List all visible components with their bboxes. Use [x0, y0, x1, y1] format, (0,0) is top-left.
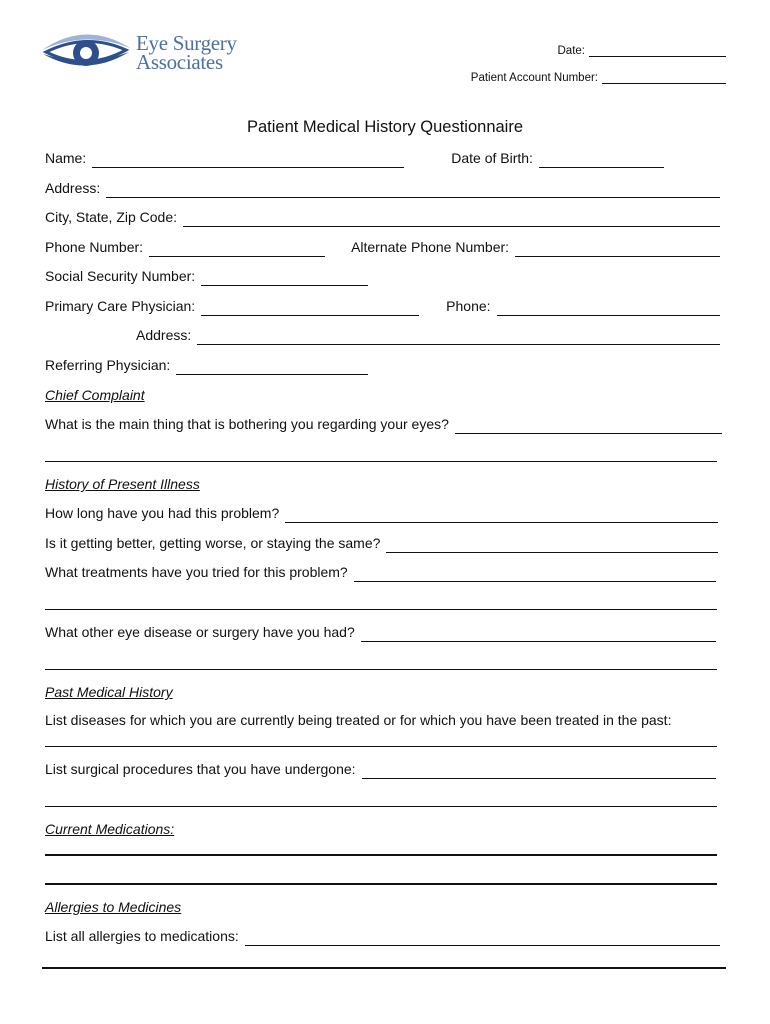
pcp-blank[interactable] — [201, 301, 419, 316]
treatments-extra-line[interactable] — [45, 609, 717, 610]
diseases-row — [45, 710, 760, 730]
address-row — [45, 178, 720, 198]
ssn-label: Social Security Number: — [45, 268, 196, 284]
phone-row — [45, 237, 720, 257]
dob-label: Date of Birth: — [451, 150, 533, 166]
name-blank[interactable] — [92, 153, 404, 168]
address-label: Address: — [45, 180, 101, 196]
allergies-heading: Allergies to Medicines — [45, 899, 182, 915]
main-thing-label: What is the main thing that is bothering you regarding your eyes? — [45, 416, 449, 432]
how-long-label: How long have you had this problem? — [45, 505, 280, 521]
pcp-phone-blank[interactable] — [497, 301, 720, 316]
dob-blank[interactable] — [539, 153, 664, 168]
surgical-row — [45, 759, 716, 779]
date-label: Date: — [557, 45, 585, 57]
ssn-blank[interactable] — [201, 271, 368, 286]
referring-row — [45, 355, 720, 375]
main-thing-blank[interactable] — [455, 419, 722, 434]
other-disease-extra-line[interactable] — [45, 669, 717, 670]
pcp-address-row — [136, 325, 720, 345]
phone-blank[interactable] — [149, 242, 325, 257]
city-row — [45, 207, 720, 227]
phone-label: Phone Number: — [45, 239, 144, 255]
logo-line-1: Eye Surgery — [136, 31, 237, 55]
other-disease-blank[interactable] — [361, 627, 716, 642]
allergies-blank[interactable] — [245, 931, 720, 946]
better-worse-blank[interactable] — [386, 538, 718, 553]
main-thing-row — [45, 414, 722, 434]
chief-complaint-heading: Chief Complaint — [45, 387, 145, 403]
allergies-label: List all allergies to medications: — [45, 928, 239, 944]
referring-label: Referring Physician: — [45, 357, 171, 373]
logo-text — [136, 31, 237, 74]
diseases-line-1[interactable] — [45, 746, 717, 747]
name-label: Name: — [45, 150, 87, 166]
date-field[interactable] — [558, 44, 727, 57]
treatments-label: What treatments have you tried for this problem? — [45, 564, 348, 580]
diseases-label: List diseases for which you are currently being treated or for which you have been treated in the past: — [45, 712, 672, 728]
pcp-row — [45, 296, 720, 316]
meds-heading: Current Medications: — [45, 821, 175, 837]
eye-surgery-logo — [40, 26, 250, 86]
name-row — [45, 148, 720, 168]
surgical-blank[interactable] — [362, 764, 716, 779]
pcp-address-blank[interactable] — [197, 330, 720, 345]
alt-phone-blank[interactable] — [515, 242, 720, 257]
bottom-divider — [42, 967, 726, 969]
allergies-row — [45, 926, 720, 946]
hpi-heading: History of Present Illness — [45, 476, 200, 492]
city-label: City, State, Zip Code: — [45, 209, 178, 225]
page-title: Patient Medical History Questionnaire — [246, 118, 524, 136]
account-number-blank[interactable] — [602, 71, 726, 84]
better-worse-row — [45, 533, 718, 553]
how-long-row — [45, 503, 718, 523]
pcp-label: Primary Care Physician: — [45, 298, 196, 314]
pmh-heading: Past Medical History — [45, 684, 173, 700]
treatments-row — [45, 562, 716, 582]
meds-line-2[interactable] — [45, 883, 717, 885]
ssn-row — [45, 266, 720, 286]
alt-phone-label: Alternate Phone Number: — [351, 239, 510, 255]
treatments-blank[interactable] — [354, 567, 716, 582]
surgical-label: List surgical procedures that you have undergone: — [45, 761, 356, 777]
account-number-field[interactable] — [471, 71, 726, 84]
account-number-label: Patient Account Number: — [470, 72, 598, 84]
city-blank[interactable] — [183, 212, 720, 227]
address-blank[interactable] — [106, 183, 720, 198]
referring-blank[interactable] — [176, 360, 368, 375]
better-worse-label: Is it getting better, getting worse, or staying the same? — [45, 535, 381, 551]
date-blank[interactable] — [589, 44, 726, 57]
surgical-extra-line[interactable] — [45, 806, 717, 807]
pcp-address-label: Address: — [136, 327, 192, 343]
other-disease-row — [45, 622, 716, 642]
eye-icon — [40, 26, 132, 82]
meds-line-1[interactable] — [45, 854, 717, 856]
other-disease-label: What other eye disease or surgery have you had? — [45, 624, 355, 640]
main-thing-extra-line[interactable] — [45, 461, 717, 462]
how-long-blank[interactable] — [285, 508, 718, 523]
pcp-phone-label: Phone: — [446, 298, 491, 314]
logo-line-2: Associates — [136, 50, 223, 74]
